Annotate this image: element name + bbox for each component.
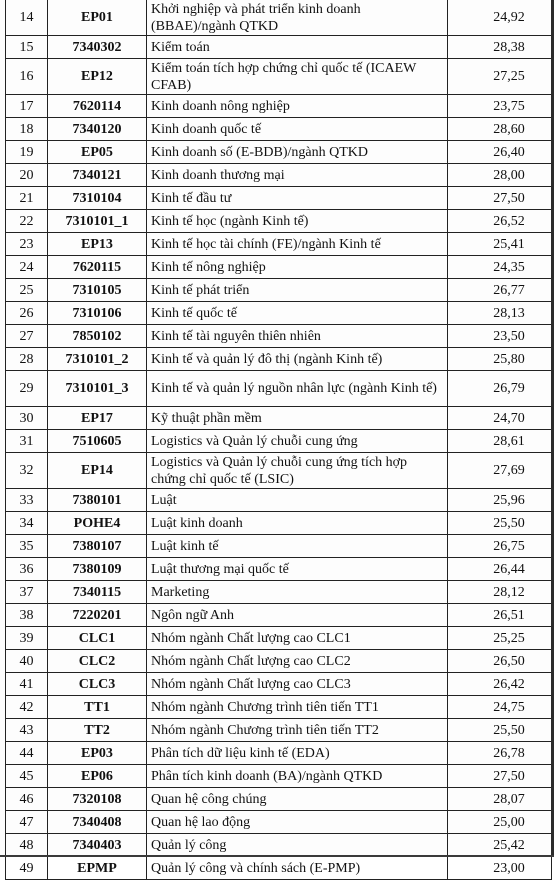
table-row xyxy=(6,719,552,742)
program-code: 7620115 xyxy=(48,256,147,279)
table-row xyxy=(6,0,552,36)
program-name: Kinh doanh số (E-BDB)/ngành QTKD xyxy=(147,141,448,164)
cutoff-score: 23,50 xyxy=(448,325,552,348)
cutoff-score: 25,42 xyxy=(448,834,552,857)
program-code: 7340408 xyxy=(48,811,147,834)
row-number: 22 xyxy=(6,210,48,233)
cutoff-score: 24,35 xyxy=(448,256,552,279)
program-name: Kinh tế và quản lý đô thị (ngành Kinh tế) xyxy=(147,348,448,371)
cutoff-score: 25,25 xyxy=(448,627,552,650)
row-number: 47 xyxy=(6,811,48,834)
row-number: 19 xyxy=(6,141,48,164)
program-code: POHE4 xyxy=(48,512,147,535)
row-number: 28 xyxy=(6,348,48,371)
table-row xyxy=(6,164,552,187)
cutoff-score: 26,77 xyxy=(448,279,552,302)
program-name: Nhóm ngành Chất lượng cao CLC3 xyxy=(147,673,448,696)
row-number: 23 xyxy=(6,233,48,256)
cutoff-score: 24,75 xyxy=(448,696,552,719)
program-code: TT1 xyxy=(48,696,147,719)
cutoff-score: 25,50 xyxy=(448,719,552,742)
program-code: 7320108 xyxy=(48,788,147,811)
row-number: 24 xyxy=(6,256,48,279)
table-row xyxy=(6,673,552,696)
cutoff-score: 28,38 xyxy=(448,36,552,59)
program-name: Quan hệ lao động xyxy=(147,811,448,834)
cutoff-score: 25,00 xyxy=(448,811,552,834)
table-row xyxy=(6,430,552,453)
program-code: 7340115 xyxy=(48,581,147,604)
program-code: EP17 xyxy=(48,407,147,430)
table-row xyxy=(6,187,552,210)
cutoff-score: 23,75 xyxy=(448,95,552,118)
cutoff-score: 23,00 xyxy=(448,857,552,880)
program-name: Nhóm ngành Chất lượng cao CLC2 xyxy=(147,650,448,673)
row-number: 29 xyxy=(6,371,48,407)
row-number: 27 xyxy=(6,325,48,348)
cutoff-score: 26,44 xyxy=(448,558,552,581)
program-name: Kiểm toán tích hợp chứng chỉ quốc tế (ICAEW CFAB) xyxy=(147,59,448,95)
row-number: 26 xyxy=(6,302,48,325)
row-number: 34 xyxy=(6,512,48,535)
program-code: 7340403 xyxy=(48,834,147,857)
program-name: Kinh tế và quản lý nguồn nhân lực (ngành Kinh tế) xyxy=(147,371,448,407)
table-row xyxy=(6,302,552,325)
program-code: EP01 xyxy=(48,0,147,36)
program-name: Nhóm ngành Chương trình tiên tiến TT2 xyxy=(147,719,448,742)
program-code: 7850102 xyxy=(48,325,147,348)
row-number: 49 xyxy=(6,857,48,880)
program-name: Phân tích kinh doanh (BA)/ngành QTKD xyxy=(147,765,448,788)
row-number: 40 xyxy=(6,650,48,673)
table-row xyxy=(6,604,552,627)
table-row xyxy=(6,141,552,164)
program-name: Logistics và Quản lý chuỗi cung ứng xyxy=(147,430,448,453)
cutoff-score: 28,61 xyxy=(448,430,552,453)
cutoff-score: 26,51 xyxy=(448,604,552,627)
program-name: Kỹ thuật phần mềm xyxy=(147,407,448,430)
cutoff-score: 25,80 xyxy=(448,348,552,371)
cutoff-score: 27,25 xyxy=(448,59,552,95)
program-name: Ngôn ngữ Anh xyxy=(147,604,448,627)
row-number: 37 xyxy=(6,581,48,604)
program-code: EP06 xyxy=(48,765,147,788)
program-code: EP12 xyxy=(48,59,147,95)
program-name: Kinh tế đầu tư xyxy=(147,187,448,210)
program-name: Luật kinh doanh xyxy=(147,512,448,535)
cutoff-score: 25,96 xyxy=(448,489,552,512)
row-number: 48 xyxy=(6,834,48,857)
table-row xyxy=(6,233,552,256)
program-name: Quản lý công và chính sách (E-PMP) xyxy=(147,857,448,880)
program-name: Luật thương mại quốc tế xyxy=(147,558,448,581)
program-code: CLC3 xyxy=(48,673,147,696)
cutoff-score: 28,60 xyxy=(448,118,552,141)
table-row xyxy=(6,453,552,489)
program-name: Kinh doanh quốc tế xyxy=(147,118,448,141)
row-number: 17 xyxy=(6,95,48,118)
table-row xyxy=(6,696,552,719)
table-row xyxy=(6,371,552,407)
table-row xyxy=(6,210,552,233)
table-row xyxy=(6,95,552,118)
table-row xyxy=(6,407,552,430)
table-row xyxy=(6,325,552,348)
cutoff-score: 28,00 xyxy=(448,164,552,187)
program-name: Kinh doanh thương mại xyxy=(147,164,448,187)
cutoff-score: 26,50 xyxy=(448,650,552,673)
table-row xyxy=(6,765,552,788)
program-name: Logistics và Quản lý chuỗi cung ứng tích hợp chứng chỉ quốc tế (LSIC) xyxy=(147,453,448,489)
program-code: CLC2 xyxy=(48,650,147,673)
table-row xyxy=(6,279,552,302)
row-number: 32 xyxy=(6,453,48,489)
row-number: 36 xyxy=(6,558,48,581)
program-code: 7310104 xyxy=(48,187,147,210)
row-number: 42 xyxy=(6,696,48,719)
row-number: 39 xyxy=(6,627,48,650)
program-code: 7620114 xyxy=(48,95,147,118)
program-code: 7510605 xyxy=(48,430,147,453)
row-number: 20 xyxy=(6,164,48,187)
row-number: 16 xyxy=(6,59,48,95)
row-number: 18 xyxy=(6,118,48,141)
program-name: Luật kinh tế xyxy=(147,535,448,558)
row-number: 38 xyxy=(6,604,48,627)
program-code: 7380109 xyxy=(48,558,147,581)
cutoff-score: 25,50 xyxy=(448,512,552,535)
row-number: 14 xyxy=(6,0,48,36)
program-name: Quan hệ công chúng xyxy=(147,788,448,811)
program-name: Kinh tế quốc tế xyxy=(147,302,448,325)
table-row xyxy=(6,742,552,765)
table-row xyxy=(6,558,552,581)
program-code: 7310106 xyxy=(48,302,147,325)
program-name: Phân tích dữ liệu kinh tế (EDA) xyxy=(147,742,448,765)
table-row xyxy=(6,811,552,834)
program-name: Khởi nghiệp và phát triển kinh doanh (BBAE)/ngành QTKD xyxy=(147,0,448,36)
program-name: Kinh tế học (ngành Kinh tế) xyxy=(147,210,448,233)
table-row xyxy=(6,348,552,371)
table-body xyxy=(6,0,552,880)
row-number: 44 xyxy=(6,742,48,765)
program-code: EPMP xyxy=(48,857,147,880)
program-name: Kinh tế học tài chính (FE)/ngành Kinh tế xyxy=(147,233,448,256)
row-number: 25 xyxy=(6,279,48,302)
admission-score-table xyxy=(5,0,552,880)
table-row xyxy=(6,489,552,512)
program-name: Quản lý công xyxy=(147,834,448,857)
cutoff-score: 24,92 xyxy=(448,0,552,36)
table-row xyxy=(6,627,552,650)
program-name: Kinh tế phát triển xyxy=(147,279,448,302)
program-name: Nhóm ngành Chất lượng cao CLC1 xyxy=(147,627,448,650)
program-code: EP13 xyxy=(48,233,147,256)
program-name: Kinh doanh nông nghiệp xyxy=(147,95,448,118)
table-row xyxy=(6,118,552,141)
cutoff-score: 25,41 xyxy=(448,233,552,256)
program-code: 7380107 xyxy=(48,535,147,558)
cutoff-score: 26,40 xyxy=(448,141,552,164)
scan-edge-bottom xyxy=(0,855,554,857)
cutoff-score: 26,78 xyxy=(448,742,552,765)
row-number: 33 xyxy=(6,489,48,512)
row-number: 43 xyxy=(6,719,48,742)
table-row xyxy=(6,857,552,880)
table-row xyxy=(6,535,552,558)
program-code: 7310101_3 xyxy=(48,371,147,407)
table-row xyxy=(6,650,552,673)
table-row xyxy=(6,36,552,59)
program-code: 7340121 xyxy=(48,164,147,187)
program-code: CLC1 xyxy=(48,627,147,650)
program-code: 7310101_1 xyxy=(48,210,147,233)
table-row xyxy=(6,512,552,535)
row-number: 41 xyxy=(6,673,48,696)
program-code: 7220201 xyxy=(48,604,147,627)
table-row xyxy=(6,834,552,857)
row-number: 46 xyxy=(6,788,48,811)
cutoff-score: 26,52 xyxy=(448,210,552,233)
cutoff-score: 28,13 xyxy=(448,302,552,325)
program-code: 7340302 xyxy=(48,36,147,59)
row-number: 15 xyxy=(6,36,48,59)
table-row xyxy=(6,788,552,811)
program-code: 7380101 xyxy=(48,489,147,512)
program-name: Nhóm ngành Chương trình tiên tiến TT1 xyxy=(147,696,448,719)
table-row xyxy=(6,581,552,604)
table-row xyxy=(6,59,552,95)
cutoff-score: 27,69 xyxy=(448,453,552,489)
cutoff-score: 24,70 xyxy=(448,407,552,430)
cutoff-score: 28,12 xyxy=(448,581,552,604)
program-code: EP05 xyxy=(48,141,147,164)
program-name: Marketing xyxy=(147,581,448,604)
cutoff-score: 27,50 xyxy=(448,765,552,788)
table-row xyxy=(6,256,552,279)
program-name: Luật xyxy=(147,489,448,512)
program-code: 7310101_2 xyxy=(48,348,147,371)
cutoff-score: 26,75 xyxy=(448,535,552,558)
cutoff-score: 28,07 xyxy=(448,788,552,811)
program-code: 7340120 xyxy=(48,118,147,141)
cutoff-score: 26,42 xyxy=(448,673,552,696)
row-number: 21 xyxy=(6,187,48,210)
row-number: 35 xyxy=(6,535,48,558)
cutoff-score: 27,50 xyxy=(448,187,552,210)
program-name: Kiểm toán xyxy=(147,36,448,59)
cutoff-score: 26,79 xyxy=(448,371,552,407)
program-name: Kinh tế nông nghiệp xyxy=(147,256,448,279)
program-code: EP14 xyxy=(48,453,147,489)
program-code: TT2 xyxy=(48,719,147,742)
row-number: 45 xyxy=(6,765,48,788)
program-code: EP03 xyxy=(48,742,147,765)
row-number: 30 xyxy=(6,407,48,430)
program-name: Kinh tế tài nguyên thiên nhiên xyxy=(147,325,448,348)
program-code: 7310105 xyxy=(48,279,147,302)
row-number: 31 xyxy=(6,430,48,453)
